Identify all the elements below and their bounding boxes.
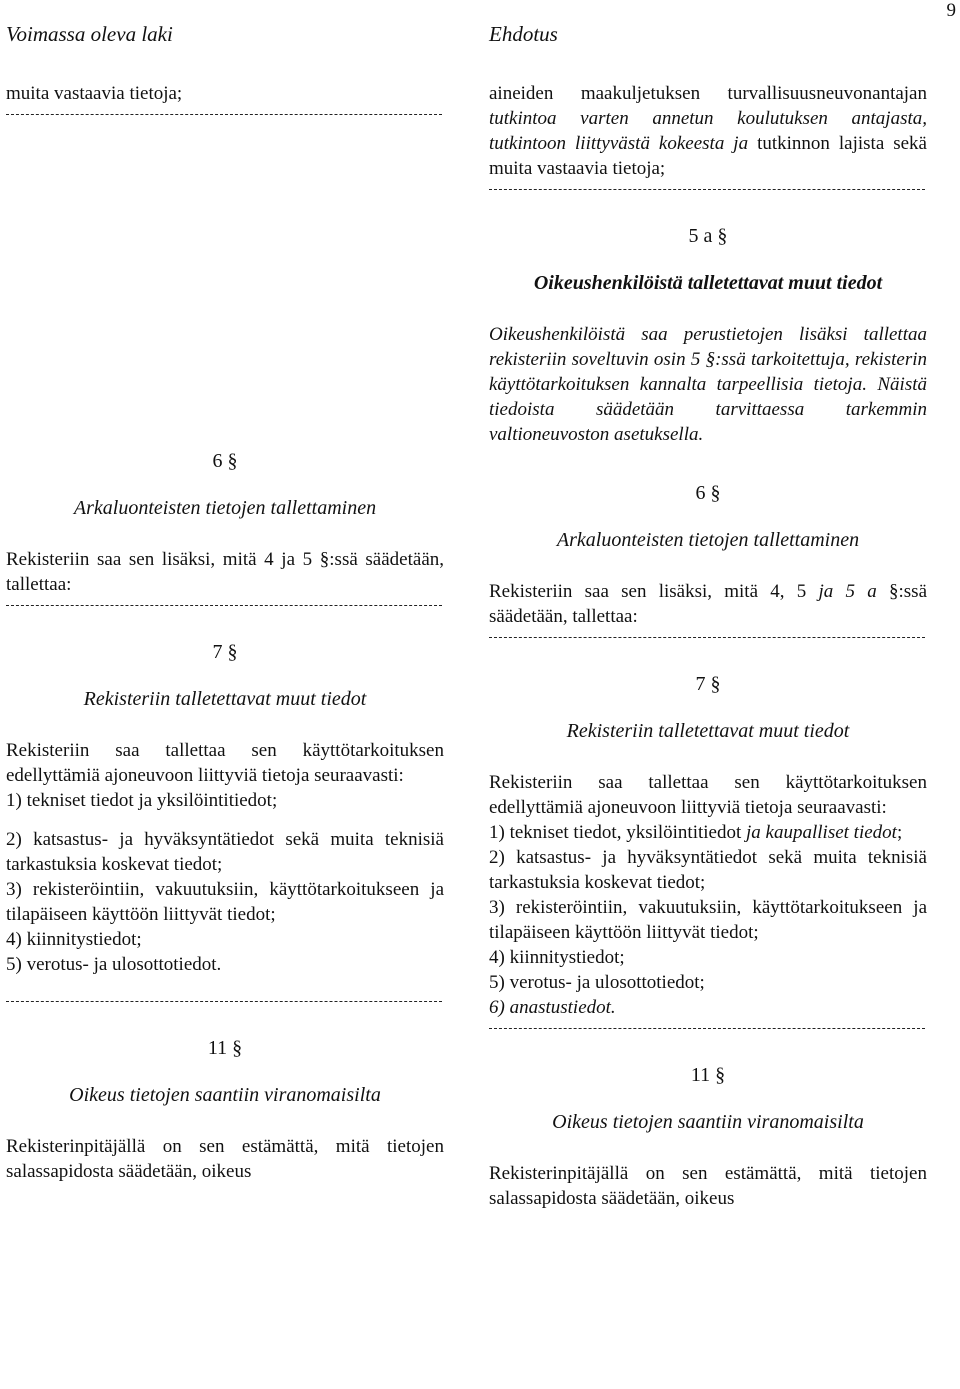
omission-divider [6, 605, 442, 606]
omission-divider [489, 637, 925, 638]
column-header: Ehdotus [489, 22, 558, 46]
section-title: Rekisteriin talletettavat muut tiedot [566, 720, 850, 742]
list-item: 1) tekniset tiedot ja yksilöintitiedot; [6, 790, 278, 811]
section-number: 11 § [690, 1064, 726, 1086]
column-header: Voimassa oleva laki [6, 22, 173, 46]
section-text: Rekisterinpitäjällä on sen estämättä, mitä tietojen salassapidosta säädetään, oikeus [489, 1163, 927, 1209]
section-text: Rekisterinpitäjällä on sen estämättä, mitä tietojen salassapidosta säädetään, oikeus [6, 1136, 444, 1182]
section-number: 6 § [695, 482, 721, 504]
list-item: 2) katsastus- ja hyväksyntätiedot sekä muita teknisiä tarkastuksia koskevat tiedot; [489, 847, 927, 893]
amendment-text: ja 5 a [818, 581, 877, 602]
omission-divider [489, 1028, 925, 1029]
list-item: 1) tekniset tiedot, yksilöintitiedot ja kaupalliset tiedot; [489, 822, 903, 843]
section-text: Rekisteriin saa tallettaa sen käyttötarkoituksen edellyttämiä ajoneuvoon liittyviä tietoja seuraavasti: [6, 740, 444, 786]
section-number: 7 § [212, 641, 238, 663]
amendment-text: ja kaupalliset tiedot [746, 822, 897, 843]
list-item: 4) kiinnitystiedot; [6, 929, 142, 950]
section-text: Rekisteriin saa sen lisäksi, mitä 4 ja 5 §:ssä säädetään, tallettaa: [6, 549, 444, 595]
list-item: 2) katsastus- ja hyväksyntätiedot sekä muita teknisiä tarkastuksia koskevat tiedot; [6, 829, 444, 875]
section-text: Oikeushenkilöistä saa perustietojen lisäksi tallettaa rekisteriin soveltuvin osin 5 §:ssä tarkoitettuja, rekisterin käyttötarkoituksen kannalta tarpeellisia tietoja. Näistä tiedoista säädetään tarvittaessa tarkemmin valtioneuvoston asetuksella. [489, 324, 927, 445]
intro-text: muita vastaavia tietoja; [6, 83, 183, 104]
amendment-text: tutkintoa varten annetun koulutuksen antajasta, tutkintoon liittyvästä kokeesta ja [489, 108, 927, 154]
intro-text: aineiden maakuljetuksen turvallisuusneuvonantajan tutkintoa varten annetun koulutuksen antajasta, tutkintoon liittyvästä kokeesta ja tutkinnon lajista sekä muita vastaavia tietoja; [489, 83, 927, 179]
section-number: 7 § [695, 673, 721, 695]
section-title: Arkaluonteisten tietojen tallettaminen [73, 497, 377, 519]
section-text: Rekisteriin saa tallettaa sen käyttötarkoituksen edellyttämiä ajoneuvoon liittyviä tietoja seuraavasti: [489, 772, 927, 818]
omission-divider [6, 1001, 442, 1002]
section-title: Oikeus tietojen saantiin viranomaisilta [69, 1084, 381, 1106]
proposal-column [489, 22, 927, 1211]
section-title: Rekisteriin talletettavat muut tiedot [83, 688, 367, 710]
list-item: 5) verotus- ja ulosottotiedot. [6, 954, 222, 975]
section-title: Oikeus tietojen saantiin viranomaisilta [552, 1111, 864, 1133]
omission-divider [489, 189, 925, 190]
section-number: 6 § [212, 450, 238, 472]
list-item: 4) kiinnitystiedot; [489, 947, 625, 968]
list-item: 6) anastustiedot. [489, 997, 616, 1018]
section-number: 11 § [207, 1037, 243, 1059]
section-text: Rekisteriin saa sen lisäksi, mitä 4, 5 ja 5 a §:ssä säädetään, tallettaa: [489, 581, 928, 627]
list-item: 3) rekisteröintiin, vakuutuksiin, käyttötarkoitukseen ja tilapäiseen käyttöön liittyvät tiedot; [489, 897, 927, 943]
list-item: 5) verotus- ja ulosottotiedot; [489, 972, 705, 993]
section-title: Oikeushenkilöistä talletettavat muut tiedot [533, 272, 883, 294]
current-law-column [6, 22, 444, 1184]
section-title: Arkaluonteisten tietojen tallettaminen [556, 529, 860, 551]
section-number: 5 a § [688, 225, 728, 247]
list-item: 3) rekisteröintiin, vakuutuksiin, käyttötarkoitukseen ja tilapäiseen käyttöön liittyvät tiedot; [6, 879, 444, 925]
page-number: 9 [946, 0, 956, 21]
